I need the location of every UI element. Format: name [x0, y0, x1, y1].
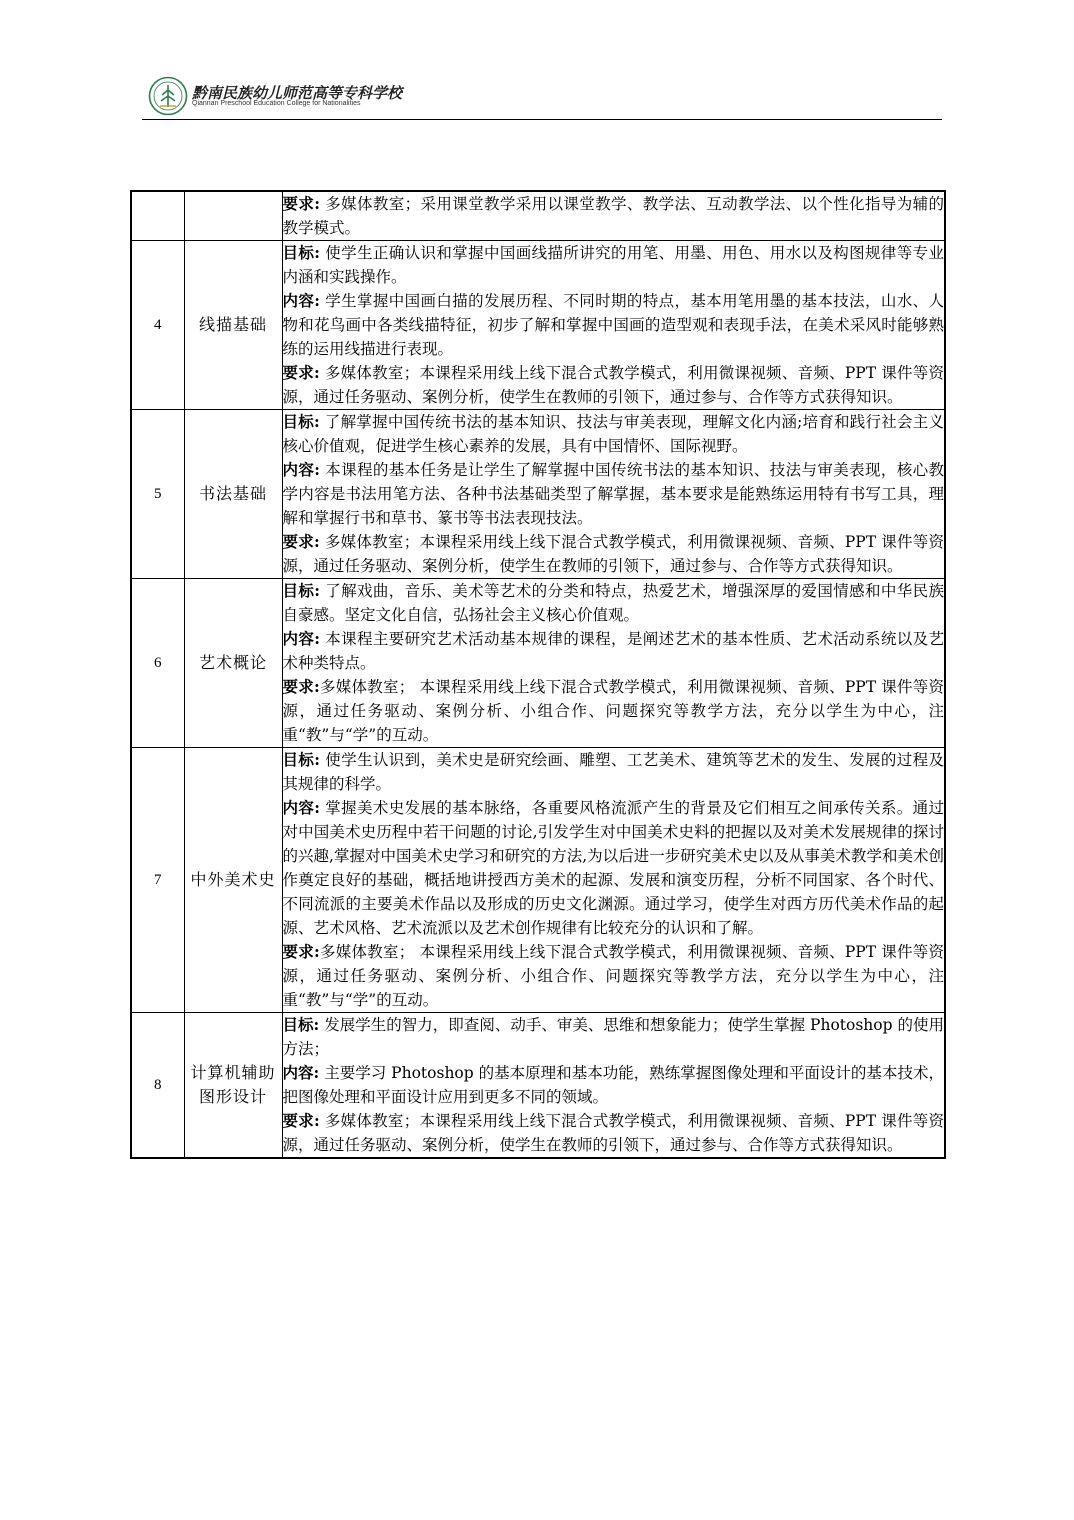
paragraph-text: 了解戏曲，音乐、美术等艺术的分类和特点，热爱艺术，增强深厚的爱国情感和中华民族自豪感。坚定文化自信，弘扬社会主义核心价值观。 [282, 582, 944, 624]
paragraph-text: 多媒体教室；采用课堂教学采用以课堂教学、教学法、互动教学法、以个性化指导为辅的教学模式。 [282, 195, 944, 237]
description-paragraph [283, 410, 945, 458]
paragraph-label: 要求: [282, 363, 320, 382]
paragraph-label: 要求: [282, 532, 320, 551]
course-name: 艺术概论 [184, 579, 282, 748]
description-paragraph [283, 241, 945, 289]
paragraph-label: 目标: [282, 243, 320, 262]
description-paragraph [283, 361, 945, 409]
paragraph-label: 目标: [282, 581, 320, 600]
course-description [282, 191, 945, 241]
description-paragraph [283, 1109, 945, 1157]
description-paragraph [283, 1061, 945, 1109]
table-row [131, 579, 945, 748]
paragraph-label: 内容: [282, 291, 320, 310]
paragraph-label: 目标: [282, 750, 320, 769]
paragraph-label: 内容: [282, 1063, 320, 1082]
paragraph-label: 要求: [282, 194, 320, 213]
description-paragraph [283, 530, 945, 578]
course-number: 8 [131, 1013, 184, 1159]
description-paragraph [283, 796, 945, 940]
paragraph-label: 内容: [282, 798, 320, 817]
description-paragraph [283, 192, 945, 240]
paragraph-label: 要求: [282, 942, 320, 961]
description-paragraph [283, 458, 945, 530]
course-number: 4 [131, 241, 184, 410]
paragraph-text: 多媒体教室； 本课程采用线上线下混合式教学模式，利用微课视频、音频、PPT 课件等资源，通过任务驱动、案例分析、小组合作、问题探究等教学方法，充分以学生为中心，注重“教”与“学”的互动。 [282, 943, 944, 1009]
course-name [184, 191, 282, 241]
table-row [131, 748, 945, 1013]
course-name: 计算机辅助图形设计 [184, 1013, 282, 1159]
course-description [282, 1013, 945, 1159]
paragraph-text: 多媒体教室；本课程采用线上线下混合式教学模式，利用微课视频、音频、PPT 课件等资源，通过任务驱动、案例分析，使学生在教师的引领下，通过参与、合作等方式获得知识。 [282, 533, 944, 575]
paragraph-text: 发展学生的智力，即查阅、动手、审美、思维和想象能力；使学生掌握 Photoshop 的使用方法； [282, 1016, 944, 1058]
description-paragraph [283, 1013, 945, 1061]
paragraph-label: 目标: [282, 1015, 320, 1034]
paragraph-label: 内容: [282, 460, 320, 479]
paragraph-text: 使学生正确认识和掌握中国画线描所讲究的用笔、用墨、用色、用水以及构图规律等专业内涵和实践操作。 [282, 244, 944, 286]
paragraph-text: 本课程的基本任务是让学生了解掌握中国传统书法的基本知识、技法与审美表现，核心教学内容是书法用笔方法、各种书法基础类型了解掌握，基本要求是能熟练运用特有书写工具，理解和掌握行书和草书、篆书等书法表现技法。 [282, 461, 944, 527]
school-name-en: Qiannan Preschool Education College for Nationalities [192, 100, 361, 107]
course-table-body [131, 191, 945, 1158]
description-paragraph [283, 675, 945, 747]
course-description [282, 410, 945, 579]
course-number: 7 [131, 748, 184, 1013]
school-name-cn: 黔南民族幼儿师范高等专科学校 [192, 84, 403, 102]
course-name: 中外美术史 [184, 748, 282, 1013]
page-header [142, 72, 942, 120]
paragraph-text: 掌握美术史发展的基本脉络，各重要风格流派产生的背景及它们相互之间承传关系。通过对中国美术史历程中若干问题的讨论,引发学生对中国美术史料的把握以及对美术发展规律的探讨的兴趣,掌握对中国美术史学习和研究的方法,为以后进一步研究美术史以及从事美术教学和美术创作奠定良好的基础，概括地讲授西方美术的起源、发展和演变历程，分析不同国家、各个时代、不同流派的主要美术作品以及形成的历史文化渊源。通过学习，使学生对西方历代美术作品的起源、艺术风格、艺术流派以及艺术创作规律有比较充分的认识和了解。 [282, 799, 944, 937]
paragraph-text: 主要学习 Photoshop 的基本原理和基本功能，熟练掌握图像处理和平面设计的基本技术，把图像处理和平面设计应用到更多不同的领域。 [282, 1064, 944, 1106]
course-number: 5 [131, 410, 184, 579]
course-description [282, 579, 945, 748]
paragraph-label: 目标: [282, 412, 320, 431]
course-table [130, 190, 946, 1159]
header-divider [142, 119, 942, 120]
paragraph-text: 本课程主要研究艺术活动基本规律的课程，是阐述艺术的基本性质、艺术活动系统以及艺术种类特点。 [282, 630, 944, 672]
paragraph-text: 多媒体教室；本课程采用线上线下混合式教学模式，利用微课视频、音频、PPT 课件等资源，通过任务驱动、案例分析，使学生在教师的引领下，通过参与、合作等方式获得知识。 [282, 1112, 944, 1154]
description-paragraph [283, 627, 945, 675]
table-row [131, 191, 945, 241]
paragraph-text: 多媒体教室； 本课程采用线上线下混合式教学模式，利用微课视频、音频、PPT 课件等资源，通过任务驱动、案例分析、小组合作、问题探究等教学方法，充分以学生为中心，注重“教”与“学”的互动。 [282, 678, 944, 744]
paragraph-text: 学生掌握中国画白描的发展历程、不同时期的特点，基本用笔用墨的基本技法，山水、人物和花鸟画中各类线描特征，初步了解和掌握中国画的造型观和表现手法，在美术采风时能够熟练的运用线描进行表现。 [282, 292, 944, 358]
paragraph-label: 要求: [282, 677, 320, 696]
description-paragraph [283, 748, 945, 796]
school-seal-logo [148, 76, 188, 116]
description-paragraph [283, 579, 945, 627]
paragraph-label: 要求: [282, 1111, 320, 1130]
paragraph-label: 内容: [282, 629, 320, 648]
paragraph-text: 多媒体教室；本课程采用线上线下混合式教学模式，利用微课视频、音频、PPT 课件等资源，通过任务驱动、案例分析，使学生在教师的引领下，通过参与、合作等方式获得知识。 [282, 364, 944, 406]
course-name: 书法基础 [184, 410, 282, 579]
course-number [131, 191, 184, 241]
table-row [131, 241, 945, 410]
table-row [131, 410, 945, 579]
description-paragraph [283, 940, 945, 1012]
paragraph-text: 使学生认识到，美术史是研究绘画、雕塑、工艺美术、建筑等艺术的发生、发展的过程及其规律的科学。 [282, 751, 944, 793]
paragraph-text: 了解掌握中国传统书法的基本知识、技法与审美表现，理解文化内涵;培育和践行社会主义核心价值观，促进学生核心素养的发展，具有中国情怀、国际视野。 [282, 413, 944, 455]
course-name: 线描基础 [184, 241, 282, 410]
table-row [131, 1013, 945, 1159]
description-paragraph [283, 289, 945, 361]
course-description [282, 241, 945, 410]
course-description [282, 748, 945, 1013]
course-number: 6 [131, 579, 184, 748]
